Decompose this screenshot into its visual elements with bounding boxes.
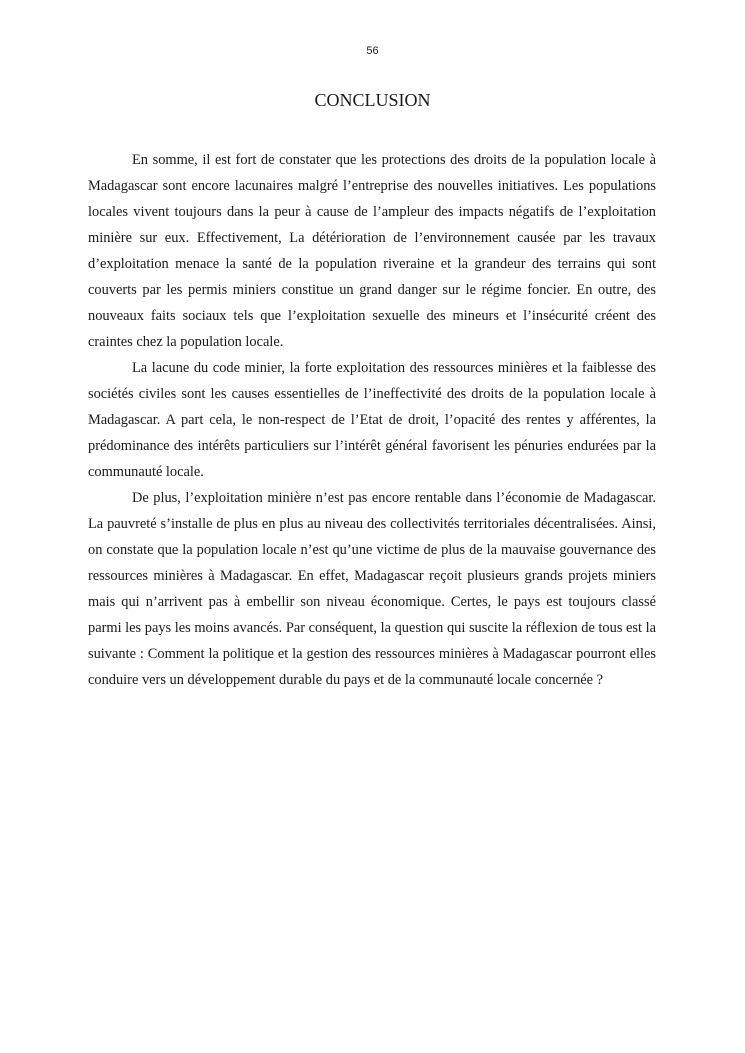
page-number: 56 bbox=[366, 45, 379, 57]
paragraph-1: En somme, il est fort de constater que les protections des droits de la population locale à Madagascar sont encore lacunaires malgré l’entreprise des nouvelles initiatives. Les populations locales vivent toujours dans la peur à cause de l’ampleur des impacts négatifs de l’exploitation minière sur eux. Effectivement, La détérioration de l’environnement causée par les travaux d’exploitation menace la santé de la population riveraine et la grandeur des terrains qui sont couverts par les permis miniers constitue un grand danger sur le régime foncier. En outre, des nouveaux faits sociaux tels que l’exploitation sexuelle des mineurs et l’insécurité créent des craintes chez la population locale. bbox=[88, 152, 656, 350]
paragraph-2: La lacune du code minier, la forte exploitation des ressources minières et la faiblesse des sociétés civiles sont les causes essentielles de l’ineffectivité des droits de la population locale à Madagascar. A part cela, le non-respect de l’Etat de droit, l’opacité des rentes y afférentes, la prédominance des intérêts particuliers sur l’intérêt général favorisent les pénuries endurées par la communauté locale. bbox=[88, 360, 656, 480]
paragraph-3: De plus, l’exploitation minière n’est pas encore rentable dans l’économie de Madagascar. La pauvreté s’installe de plus en plus au niveau des collectivités territoriales décentralisées. Ainsi, on constate que la population locale n’est qu’une victime de plus de la mauvaise gouvernance des ressources minières à Madagascar. En effet, Madagascar reçoit plusieurs grands projets miniers mais qui n’arrivent pas à embellir son niveau économique. Certes, le pays est toujours classé parmi les pays les moins avancés. Par conséquent, la question qui suscite la réflexion de tous est la suivante : Comment la politique et la gestion des ressources minières à Madagascar pourront elles conduire vers un développement durable du pays et de la communauté locale concernée ? bbox=[88, 490, 656, 688]
page-title: CONCLUSION bbox=[314, 90, 431, 110]
conclusion-body bbox=[88, 147, 656, 693]
